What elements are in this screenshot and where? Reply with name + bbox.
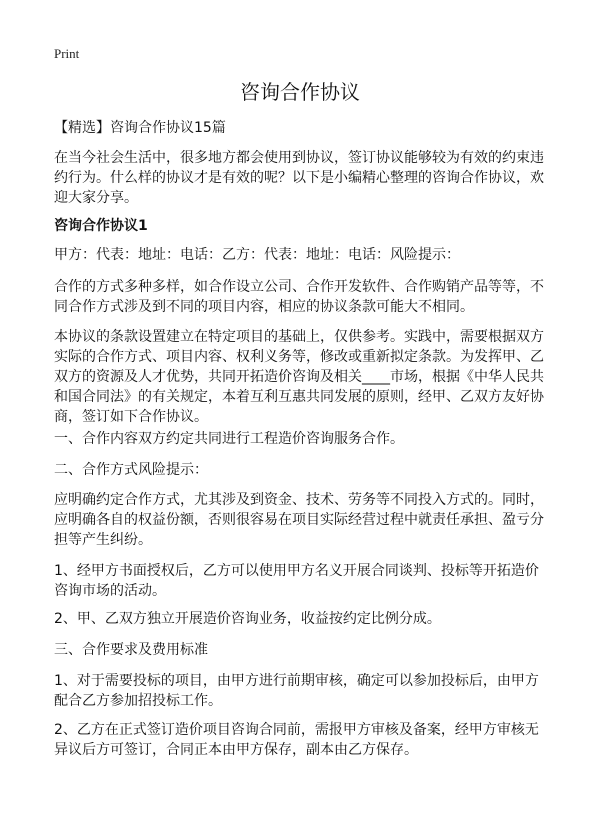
paragraph: 本协议的条款设置建立在特定项目的基础上，仅供参考。实践中，需要根据双方实际的合作方式、项目内容、权利义务等，修改或重新拟定条款。为发挥甲、乙双方的资源及人才优势，共同开拓造价咨询及相关____市场，根据《中华人民共和国合同法》的有关规定，本着互利互惠共同发展的原则，经甲、乙双方友好协商，签订如下合作协议。 bbox=[54, 329, 544, 425]
section-heading: 咨询合作协议1 bbox=[54, 218, 148, 234]
clause-heading: 二、合作方式风险提示： bbox=[54, 462, 208, 478]
parties-line: 甲方：代表：地址：电话：乙方：代表：地址：电话：风险提示： bbox=[54, 247, 460, 263]
paragraph: 应明确约定合作方式，尤其涉及到资金、技术、劳务等不同投入方式的。同时，应明确各自的权益份额，否则很容易在项目实际经营过程中就责任承担、盈亏分担等产生纠纷。 bbox=[54, 492, 544, 548]
document-subtitle: 【精选】咨询合作协议15篇 bbox=[54, 120, 226, 136]
clause-item: 2、乙方在正式签订造价项目咨询合同前，需报甲方审核及备案，经甲方审核无异议后方可签订，合同正本由甲方保存，副本由乙方保存。 bbox=[54, 722, 539, 758]
clause-item: 1、对于需要投标的项目，由甲方进行前期审核，确定可以参加投标后，由甲方配合乙方参加招投标工作。 bbox=[54, 673, 539, 709]
paragraph: 合作的方式多种多样，如合作设立公司、合作开发软件、合作购销产品等等，不同合作方式涉及到不同的项目内容，相应的协议条款可能大不相同。 bbox=[54, 279, 544, 315]
clause-heading: 一、合作内容双方约定共同进行工程造价咨询服务合作。 bbox=[54, 431, 404, 447]
clause-item: 1、经甲方书面授权后，乙方可以使用甲方名义开展合同谈判、投标等开拓造价咨询市场的活动。 bbox=[54, 563, 539, 599]
clause-item: 2、甲、乙双方独立开展造价咨询业务，收益按约定比例分成。 bbox=[54, 611, 441, 627]
clause-heading: 三、合作要求及费用标准 bbox=[54, 642, 208, 658]
page-title: 咨询合作协议 bbox=[240, 80, 360, 104]
print-link[interactable]: Print bbox=[54, 46, 80, 61]
intro-paragraph: 在当今社会生活中，很多地方都会使用到协议，签订协议能够较为有效的约束违约行为。什么样的协议才是有效的呢？以下是小编精心整理的咨询合作协议，欢迎大家分享。 bbox=[54, 150, 544, 206]
